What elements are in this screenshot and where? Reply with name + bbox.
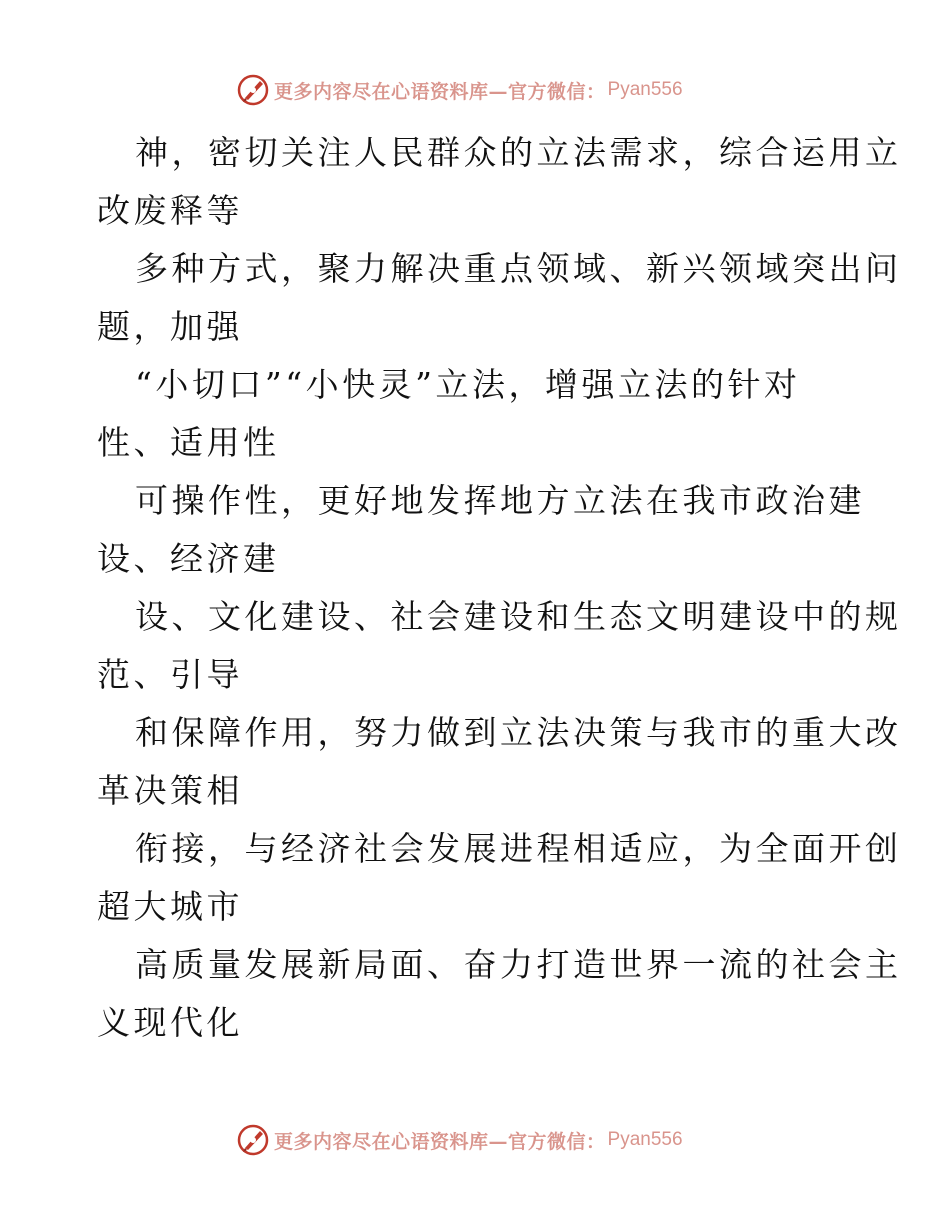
text-line: 和保障作用，努力做到立法决策与我市的重大改 xyxy=(135,713,902,752)
text-line: 超大城市 xyxy=(97,887,243,926)
text-line: 设、文化建设、社会建设和生态文明建设中的规 xyxy=(135,597,902,636)
watermark-wechat-id: Pyan556 xyxy=(607,1129,683,1150)
watermark-wechat-id: Pyan556 xyxy=(607,79,683,100)
text-line: 义现代化 xyxy=(97,1003,243,1042)
text-line: 范、引导 xyxy=(97,655,243,694)
text-line: 衔接，与经济社会发展进程相适应，为全面开创 xyxy=(135,829,902,868)
text-line: “小切口”“小快灵”立法，增强立法的针对 xyxy=(135,365,801,404)
text-line: 多种方式，聚力解决重点领域、新兴领域突出问 xyxy=(135,249,902,288)
header-watermark xyxy=(236,72,683,108)
quill-pen-logo-icon xyxy=(236,73,270,107)
document-body xyxy=(97,124,902,1052)
watermark-text: 更多内容尽在心语资料库—官方微信： xyxy=(274,80,606,103)
text-line: 高质量发展新局面、奋力打造世界一流的社会主 xyxy=(135,945,902,984)
quill-pen-logo-icon xyxy=(236,1123,270,1157)
text-line: 设、经济建 xyxy=(97,539,280,578)
text-line: 神，密切关注人民群众的立法需求，综合运用立 xyxy=(135,133,902,172)
text-line: 可操作性，更好地发挥地方立法在我市政治建 xyxy=(135,481,865,520)
text-line: 性、适用性 xyxy=(97,423,280,462)
footer-watermark xyxy=(236,1122,683,1158)
text-line: 改废释等 xyxy=(97,191,243,230)
text-line: 革决策相 xyxy=(97,771,243,810)
watermark-text: 更多内容尽在心语资料库—官方微信： xyxy=(274,1130,606,1153)
text-line: 题，加强 xyxy=(97,307,243,346)
